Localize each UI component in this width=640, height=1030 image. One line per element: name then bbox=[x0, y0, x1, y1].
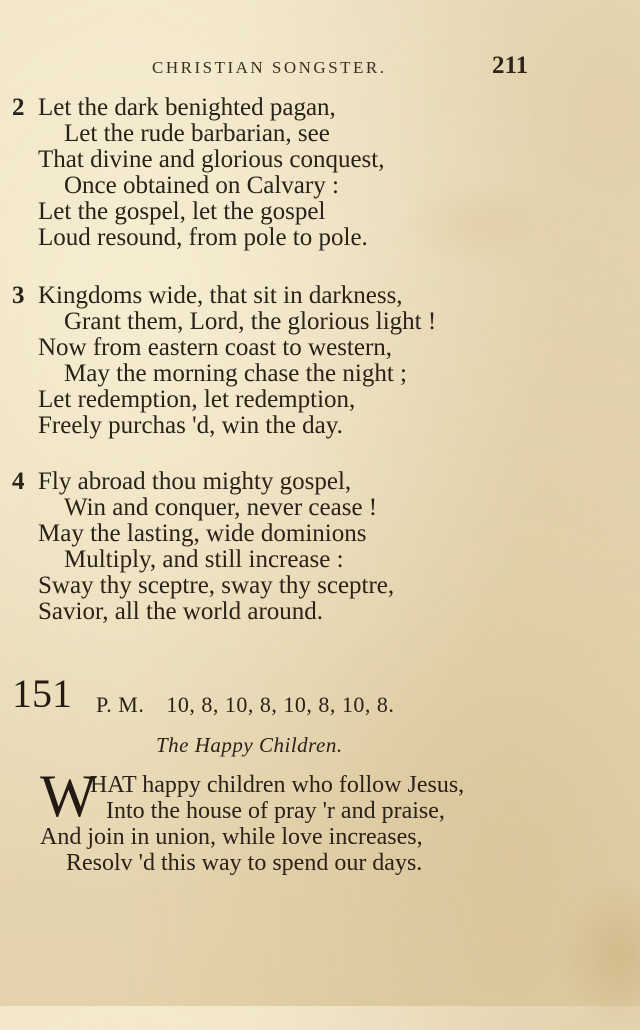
hymn-title: The Happy Children. bbox=[156, 733, 343, 757]
verse-line: Fly abroad thou mighty gospel, bbox=[38, 468, 352, 495]
verse-line: Kingdoms wide, that sit in darkness, bbox=[38, 282, 403, 309]
verse-line: Win and conquer, never cease ! bbox=[64, 494, 378, 521]
verse-number: 3 bbox=[12, 282, 25, 309]
meter-label: P. M. bbox=[96, 692, 145, 717]
verse-line: Multiply, and still increase : bbox=[64, 546, 344, 573]
verse-line: Now from eastern coast to western, bbox=[38, 334, 393, 361]
verse-line: Loud resound, from pole to pole. bbox=[38, 224, 368, 251]
meter-values: 10, 8, 10, 8, 10, 8, 10, 8. bbox=[166, 692, 395, 717]
verse-line: That divine and glorious conquest, bbox=[38, 146, 385, 173]
verse-number: 2 bbox=[12, 94, 25, 121]
verse-line: Let the rude barbarian, see bbox=[64, 120, 330, 147]
paper-stain bbox=[560, 880, 640, 1030]
meter-line bbox=[96, 692, 394, 718]
verse-line: May the morning chase the night ; bbox=[64, 360, 407, 387]
verse-line: Savior, all the world around. bbox=[38, 598, 324, 625]
running-title: CHRISTIAN SONGSTER. bbox=[152, 58, 387, 77]
verse-line: Let the gospel, let the gospel bbox=[38, 198, 326, 225]
page-number: 211 bbox=[492, 52, 529, 79]
verse-line: Grant them, Lord, the glorious light ! bbox=[64, 308, 437, 335]
paper-stain bbox=[400, 180, 560, 270]
verse-number: 4 bbox=[12, 468, 25, 495]
hymn-line: And join in union, while love increases, bbox=[40, 824, 423, 850]
hymn-line: Resolv 'd this way to spend our days. bbox=[66, 850, 423, 876]
hymn-line: Into the house of pray 'r and praise, bbox=[106, 798, 445, 824]
hymn-first-line: HAT happy children who follow Jesus, bbox=[90, 772, 465, 798]
verse-line: Let redemption, let redemption, bbox=[38, 386, 356, 413]
verse-line: Sway thy sceptre, sway thy sceptre, bbox=[38, 572, 395, 599]
verse-line: Once obtained on Calvary : bbox=[64, 172, 339, 199]
verse-line: Let the dark benighted pagan, bbox=[38, 94, 336, 121]
verse-line: Freely purchas 'd, win the day. bbox=[38, 412, 343, 439]
verse-line: May the lasting, wide dominions bbox=[38, 520, 367, 547]
hymn-number: 151 bbox=[12, 671, 72, 716]
drop-cap: W bbox=[40, 763, 97, 829]
